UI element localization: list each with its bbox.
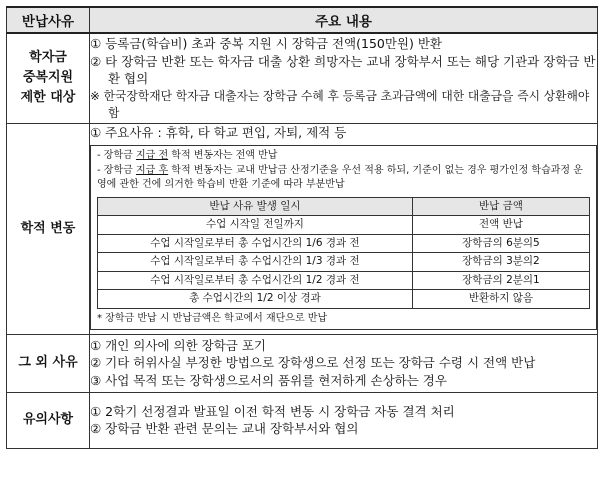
content-scholarship-limit — [90, 33, 598, 123]
table-row: 수업 시작일로부터 총 수업시간의 1/6 경과 전 장학금의 6분의5 — [98, 234, 590, 253]
content-other — [90, 334, 598, 392]
row-academic-change — [7, 123, 598, 334]
content-caution — [90, 392, 598, 448]
list-item: ① 주요사유 : 휴학, 타 학교 편입, 자퇴, 제적 등 — [90, 124, 347, 140]
detail-box — [90, 145, 597, 330]
label-other: 그 외 사유 — [7, 334, 90, 392]
label-caution: 유의사항 — [7, 392, 90, 448]
list-item: ③ 사업 목적 또는 장학생으로서의 품위를 현저하게 손상하는 경우 — [90, 372, 447, 388]
list-item: ② 장학금 반환 관련 문의는 교내 장학부서와 협의 — [90, 421, 359, 436]
footnote: * 장학금 반납 시 반납금액은 학교에서 재단으로 반납 — [97, 312, 328, 324]
header-content: 주요 내용 — [90, 7, 598, 33]
detail-line-after: - 장학금 지급 후 학적 변동자는 교내 반납금 산정기준을 우선 적용 하되, 기준이 없는 경우 평가인정 학습과정 운영에 관한 건에 의거한 학습비 반환 기준에 따라 부분반납 — [97, 164, 583, 190]
refund-header-amount: 반납 금액 — [412, 197, 589, 216]
table-row: 수업 시작일 전일까지 전액 반납 — [98, 216, 590, 235]
label-scholarship-limit: 학자금 중복지원 제한 대상 — [7, 33, 90, 123]
row-other — [7, 334, 598, 392]
refund-header-period: 반납 사유 발생 일시 — [98, 197, 413, 216]
note: ※ 한국장학재단 학자금 대출자는 장학금 수혜 후 등록금 초과금액에 대한 대출금을 즉시 상환해야 함 — [90, 88, 590, 120]
header-reason: 반납사유 — [7, 7, 90, 33]
table-row: 총 수업시간의 1/2 이상 경과 반환하지 않음 — [98, 290, 590, 309]
list-item: ① 개인 의사에 의한 장학금 포기 — [90, 337, 266, 353]
list-item: ② 타 장학금 반환 또는 학자금 대출 상환 희망자는 교내 장학부서 또는 해당 기관과 장학금 반환 협의 — [90, 53, 596, 86]
row-caution — [7, 392, 598, 448]
list-item: ① 등록금(학습비) 초과 중복 지원 시 장학금 전액(150만원) 반환 — [90, 36, 443, 51]
label-academic-change: 학적 변동 — [7, 123, 90, 334]
refund-header-row — [98, 197, 590, 216]
list-item: ① 2학기 선정결과 발표일 이전 학적 변동 시 장학금 자동 결격 처리 — [90, 403, 455, 419]
refund-schedule-table — [97, 197, 590, 309]
scholarship-return-table — [6, 6, 598, 449]
row-scholarship-limit — [7, 33, 598, 123]
detail-line-before: - 장학금 지급 전 학적 변동자는 전액 반납 — [97, 150, 278, 161]
list-item: ② 기타 허위사실 부정한 방법으로 장학생으로 선정 또는 장학금 수령 시 전액 반납 — [90, 355, 536, 371]
table-header-row — [7, 7, 598, 33]
table-row: 수업 시작일로부터 총 수업시간의 1/2 경과 전 장학금의 2분의1 — [98, 271, 590, 290]
table-row: 수업 시작일로부터 총 수업시간의 1/3 경과 전 장학금의 3분의2 — [98, 253, 590, 272]
content-academic-change — [90, 123, 598, 334]
